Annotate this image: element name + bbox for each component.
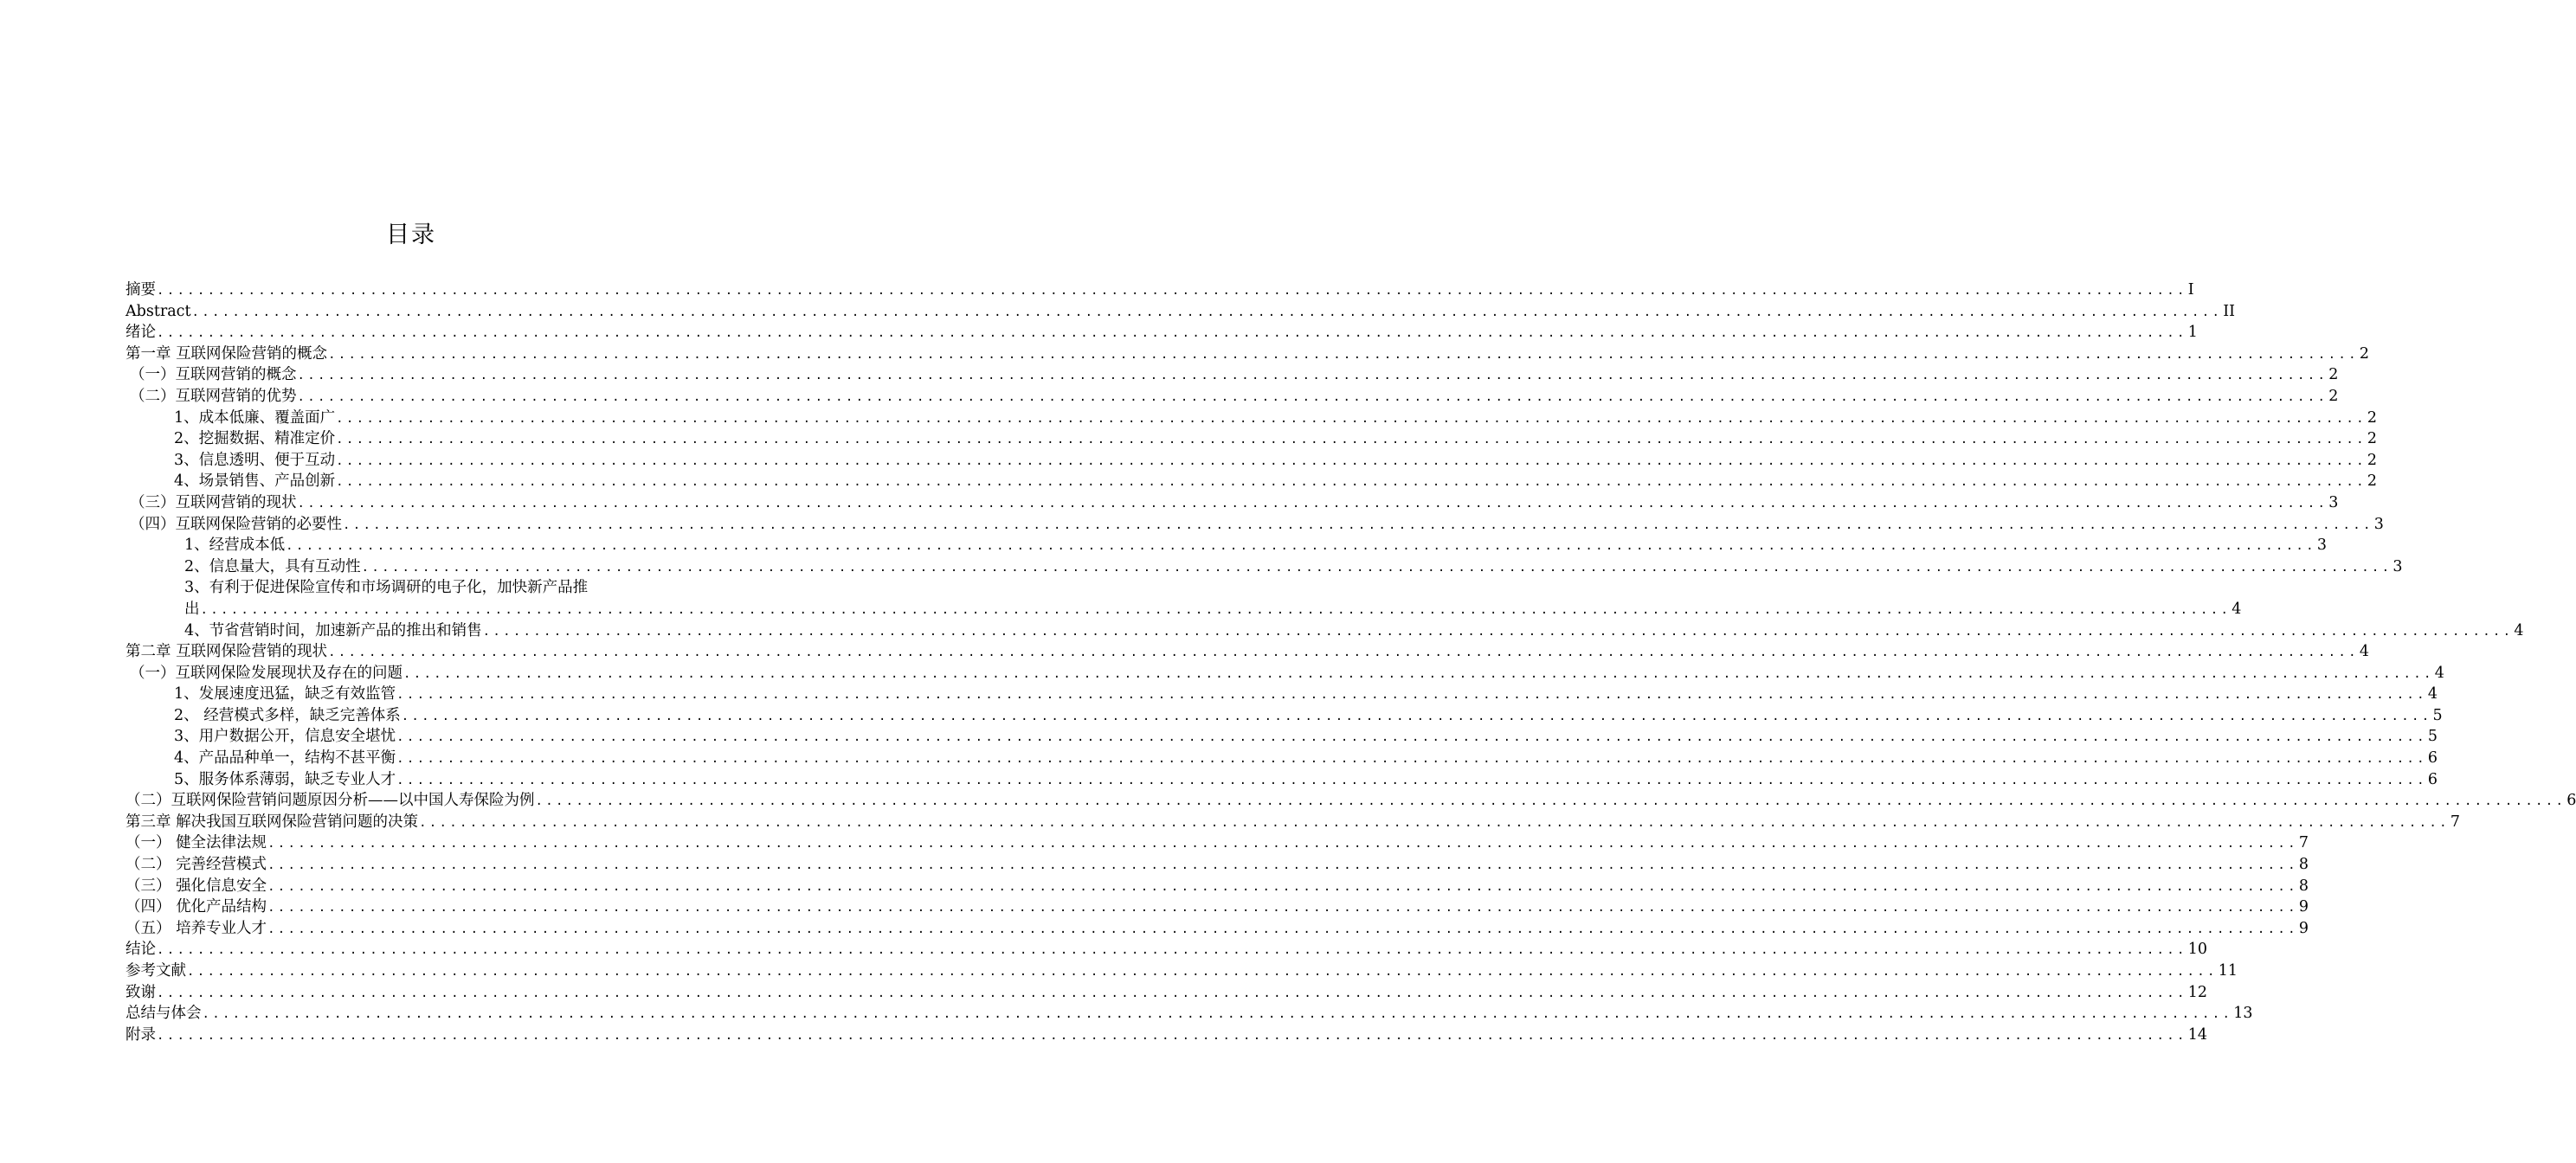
- toc-entry[interactable]: [126, 726, 2438, 748]
- toc-dot-leader: ........................................................................................................................................................................................................: [267, 858, 2298, 873]
- toc-page-number: 12: [2187, 983, 2208, 1001]
- toc-page-number: 4: [2427, 685, 2438, 704]
- toc-entry-label: （一） 健全法律法规: [126, 834, 267, 852]
- toc-dot-leader: ........................................................................................................................................................................................................: [361, 560, 2392, 575]
- toc-entry-label: （二）互联网保险营销问题原因分析——以中国人寿保险为例: [126, 792, 535, 810]
- toc-entry-label: 2、挖掘数据、精准定价: [174, 430, 336, 448]
- toc-entry[interactable]: [126, 450, 2378, 472]
- toc-dot-leader: ........................................................................................................................................................................................................: [157, 326, 2187, 341]
- toc-page-number: 6: [2427, 749, 2438, 768]
- toc-entry[interactable]: [126, 812, 2460, 833]
- toc-page-number: 2: [2367, 408, 2378, 427]
- toc-entry[interactable]: [126, 769, 2438, 791]
- toc-page-number: 5: [2427, 728, 2438, 746]
- toc-page-number: 4: [2434, 664, 2444, 682]
- toc-page-number: 2: [2328, 366, 2339, 384]
- toc-dot-leader: ........................................................................................................................................................................................................: [267, 879, 2298, 894]
- toc-entry[interactable]: [126, 301, 2236, 323]
- toc-entry-label: 摘要: [126, 281, 156, 299]
- toc-entry-label: （四） 优化产品结构: [126, 898, 267, 916]
- toc-dot-leader: ........................................................................................................................................................................................................: [328, 646, 2359, 660]
- toc-entry-label: 5、服务体系薄弱，缺乏专业人才: [174, 770, 396, 788]
- toc-dot-leader: ........................................................................................................................................................................................................: [157, 986, 2187, 1000]
- toc-dot-leader: ........................................................................................................................................................................................................: [336, 433, 2367, 447]
- toc-entry-label: 绪论: [126, 324, 156, 342]
- toc-entry[interactable]: [126, 1003, 2253, 1025]
- toc-entry[interactable]: [126, 684, 2438, 705]
- toc-title: 目录: [386, 222, 436, 248]
- toc-dot-leader: ........................................................................................................................................................................................................: [187, 965, 2218, 979]
- toc-page-number: 2: [2367, 451, 2378, 469]
- toc-dot-leader: ........................................................................................................................................................................................................: [343, 517, 2373, 532]
- toc-entry[interactable]: [126, 364, 2339, 386]
- toc-list: [126, 280, 2576, 1045]
- toc-entry-label: 2、信息量大，具有互动性: [184, 557, 361, 575]
- toc-entry[interactable]: [126, 322, 2198, 344]
- toc-dot-leader: ........................................................................................................................................................................................................: [267, 922, 2298, 936]
- toc-entry-label: 1、经营成本低: [184, 537, 286, 555]
- toc-entry-label: 致谢: [126, 983, 156, 1001]
- toc-dot-leader: ........................................................................................................................................................................................................: [403, 666, 2434, 681]
- toc-entry[interactable]: [126, 705, 2443, 727]
- toc-page-number: 2: [2328, 387, 2339, 405]
- toc-entry-label: 第一章 互联网保险营销的概念: [126, 344, 328, 363]
- toc-page-number: 14: [2187, 1025, 2208, 1044]
- toc-entry[interactable]: [126, 896, 2309, 918]
- toc-dot-leader: ........................................................................................................................................................................................................: [396, 688, 2427, 703]
- toc-entry-label: 3、有利于促进保险宣传和市场调研的电子化，加快新产品推: [184, 579, 589, 597]
- toc-entry[interactable]: [126, 620, 2524, 642]
- toc-entry[interactable]: [126, 663, 2444, 684]
- toc-entry[interactable]: [126, 790, 2576, 812]
- toc-entry-label: 附录: [126, 1025, 156, 1044]
- toc-entry[interactable]: [126, 832, 2309, 854]
- toc-page-number: 2: [2367, 472, 2378, 491]
- toc-dot-leader: ........................................................................................................................................................................................................: [267, 837, 2298, 851]
- toc-dot-leader: ........................................................................................................................................................................................................: [482, 624, 2514, 639]
- toc-page-number: 8: [2298, 856, 2309, 874]
- toc-dot-leader: ........................................................................................................................................................................................................: [297, 389, 2328, 404]
- toc-dot-leader: ........................................................................................................................................................................................................: [396, 752, 2427, 767]
- toc-dot-leader: ........................................................................................................................................................................................................: [328, 347, 2359, 362]
- toc-dot-leader: ........................................................................................................................................................................................................: [202, 1007, 2233, 1022]
- toc-page-number: 10: [2187, 941, 2208, 959]
- toc-entry-label: 3、信息透明、便于互动: [174, 451, 336, 469]
- toc-page-number: 9: [2298, 919, 2309, 937]
- toc-entry[interactable]: [126, 280, 2194, 301]
- toc-entry[interactable]: [126, 471, 2378, 492]
- toc-entry[interactable]: [126, 599, 2242, 620]
- toc-page-number: 4: [2359, 643, 2369, 661]
- toc-entry-label: （三） 强化信息安全: [126, 877, 267, 895]
- toc-entry-label: （五） 培养专业人才: [126, 919, 267, 937]
- toc-entry[interactable]: [126, 514, 2384, 536]
- toc-entry[interactable]: [126, 408, 2378, 429]
- toc-entry[interactable]: [126, 386, 2339, 408]
- toc-entry-label: （三）互联网营销的现状: [130, 493, 297, 511]
- toc-entry[interactable]: [126, 535, 2328, 556]
- toc-entry-label: 参考文献: [126, 962, 186, 980]
- toc-entry[interactable]: [126, 939, 2208, 961]
- toc-entry-label: 1、发展速度迅猛，缺乏有效监管: [174, 685, 396, 704]
- toc-page-number: 8: [2298, 877, 2309, 895]
- toc-page-number: 5: [2432, 706, 2443, 724]
- toc-page-number: II: [2223, 302, 2236, 320]
- toc-page-number: 13: [2233, 1005, 2253, 1023]
- toc-entry-label: 2、 经营模式多样，缺乏完善体系: [174, 706, 401, 724]
- toc-page-number: 1: [2187, 324, 2198, 342]
- toc-entry-label: 3、用户数据公开，信息安全堪忧: [174, 728, 396, 746]
- toc-entry[interactable]: [126, 748, 2438, 769]
- toc-page-number: 9: [2298, 898, 2309, 916]
- toc-entry[interactable]: [126, 556, 2403, 578]
- toc-entry-label: （二） 完善经营模式: [126, 856, 267, 874]
- toc-entry-label: （四）互联网保险营销的必要性: [130, 515, 342, 533]
- toc-entry-label: 第三章 解决我国互联网保险营销问题的决策: [126, 813, 419, 831]
- toc-entry-label: 结论: [126, 941, 156, 959]
- toc-dot-leader: ........................................................................................................................................................................................................: [401, 709, 2432, 723]
- toc-entry[interactable]: [126, 1025, 2208, 1046]
- toc-page-number: 7: [2450, 813, 2460, 831]
- toc-dot-leader: ........................................................................................................................................................................................................: [157, 1028, 2187, 1043]
- toc-dot-leader: ........................................................................................................................................................................................................: [535, 794, 2566, 809]
- toc-dot-leader: ........................................................................................................................................................................................................: [286, 539, 2316, 554]
- toc-entry[interactable]: [126, 982, 2208, 1004]
- toc-dot-leader: ........................................................................................................................................................................................................: [297, 369, 2328, 383]
- toc-entry-label: 4、产品品种单一，结构不甚平衡: [174, 749, 396, 768]
- toc-page-number: 6: [2566, 792, 2576, 810]
- toc-page-number: 3: [2316, 537, 2328, 555]
- toc-entry[interactable]: [126, 344, 2369, 365]
- toc-page-number: I: [2187, 281, 2194, 299]
- toc-entry[interactable]: [126, 854, 2309, 876]
- toc-entry[interactable]: [126, 428, 2378, 450]
- toc-entry-label: 1、成本低廉、覆盖面广: [174, 408, 336, 427]
- toc-page-number: 2: [2367, 430, 2378, 448]
- toc-dot-leader: ........................................................................................................................................................................................................: [200, 602, 2231, 617]
- toc-page-number: 2: [2359, 344, 2369, 363]
- toc-dot-leader: ........................................................................................................................................................................................................: [191, 305, 2223, 319]
- toc-entry-label: 总结与体会: [126, 1005, 202, 1023]
- toc-dot-leader: ........................................................................................................................................................................................................: [336, 453, 2367, 468]
- toc-entry-label: 出: [184, 600, 200, 618]
- toc-dot-leader: ........................................................................................................................................................................................................: [419, 815, 2450, 830]
- toc-page-number: 11: [2218, 962, 2238, 980]
- toc-dot-leader: ........................................................................................................................................................................................................: [396, 730, 2427, 745]
- toc-dot-leader: ........................................................................................................................................................................................................: [396, 773, 2427, 787]
- toc-entry-label: 第二章 互联网保险营销的现状: [126, 643, 328, 661]
- toc-dot-leader: ........................................................................................................................................................................................................: [157, 943, 2187, 958]
- toc-entry-label: （一）互联网保险发展现状及存在的问题: [130, 664, 402, 682]
- toc-entry[interactable]: [126, 876, 2309, 897]
- toc-entry-label: Abstract: [126, 302, 191, 320]
- toc-dot-leader: ........................................................................................................................................................................................................: [157, 284, 2187, 298]
- toc-page-number: 3: [2328, 493, 2339, 511]
- toc-dot-leader: ........................................................................................................................................................................................................: [336, 475, 2367, 490]
- toc-page-number: 3: [2373, 515, 2384, 533]
- toc-entry[interactable]: [126, 577, 697, 599]
- toc-entry[interactable]: [126, 641, 2369, 663]
- toc-dot-leader: ........................................................................................................................................................................................................: [336, 411, 2367, 426]
- toc-entry[interactable]: [126, 961, 2238, 982]
- toc-page-number: 7: [2298, 834, 2309, 852]
- toc-page-number: 3: [2392, 557, 2403, 575]
- toc-entry-label: 4、节省营销时间，加速新产品的推出和销售: [184, 621, 482, 639]
- toc-dot-leader: ........................................................................................................................................................................................................: [267, 901, 2298, 916]
- toc-entry[interactable]: [126, 492, 2339, 514]
- toc-entry[interactable]: [126, 918, 2309, 940]
- toc-page-number: 6: [2427, 770, 2438, 788]
- toc-page-number: 4: [2514, 621, 2524, 639]
- toc-entry-label: （二）互联网营销的优势: [130, 387, 297, 405]
- toc-entry-label: 4、场景销售、产品创新: [174, 472, 336, 491]
- toc-dot-leader: ........................................................................................................................................................................................................: [297, 496, 2328, 511]
- toc-page-number: 4: [2231, 600, 2242, 618]
- toc-entry-label: （一）互联网营销的概念: [130, 366, 297, 384]
